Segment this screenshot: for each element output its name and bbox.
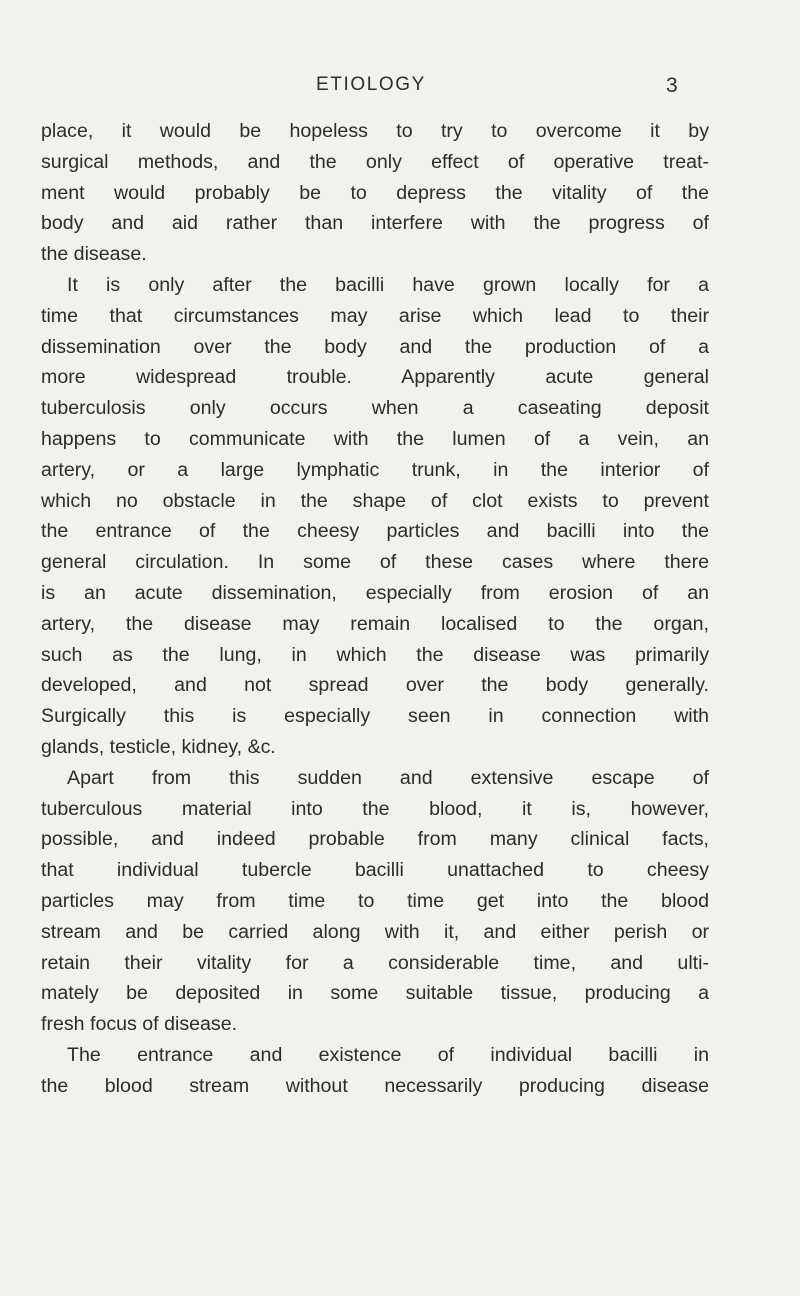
running-head-title: ETIOLOGY: [316, 74, 426, 95]
text-line: body and aid rather than interfere with the progress of: [41, 212, 709, 235]
text-line: surgical methods, and the only effect of operative treat-: [41, 150, 709, 173]
page-number: 3: [666, 74, 678, 97]
text-line: ment would probably be to depress the vitality of the: [41, 181, 709, 204]
text-line: which no obstacle in the shape of clot exists to prevent: [41, 489, 709, 512]
text-line: time that circumstances may arise which lead to their: [41, 304, 709, 327]
text-line: such as the lung, in which the disease was primarily: [41, 643, 709, 666]
text-line: tuberculous material into the blood, it is, however,: [41, 797, 709, 820]
text-line: The entrance and existence of individual bacilli in: [67, 1043, 709, 1066]
text-line: particles may from time to time get into the blood: [41, 889, 709, 912]
text-line: mately be deposited in some suitable tissue, producing a: [41, 982, 709, 1005]
text-line: Apart from this sudden and extensive escape of: [67, 766, 709, 789]
text-line: It is only after the bacilli have grown locally for a: [67, 273, 709, 296]
text-line: glands, testicle, kidney, &c.: [41, 735, 276, 758]
text-line: the blood stream without necessarily producing disease: [41, 1074, 709, 1097]
text-line: place, it would be hopeless to try to overcome it by: [41, 120, 709, 142]
text-line: fresh focus of disease.: [41, 1013, 238, 1036]
text-line: stream and be carried along with it, and either perish or: [41, 920, 709, 943]
text-line: Surgically this is especially seen in connection with: [41, 705, 709, 728]
text-line: happens to communicate with the lumen of a vein, an: [41, 427, 709, 450]
body-text: [41, 116, 709, 1102]
text-line: artery, or a large lymphatic trunk, in the interior of: [41, 458, 709, 481]
text-line: the disease.: [41, 243, 147, 266]
text-line: artery, the disease may remain localised to the organ,: [41, 612, 709, 635]
text-line: possible, and indeed probable from many clinical facts,: [41, 828, 709, 851]
text-line: that individual tubercle bacilli unattached to cheesy: [41, 859, 709, 882]
text-line: more widespread trouble. Apparently acute general: [41, 366, 709, 389]
text-line: developed, and not spread over the body generally.: [41, 674, 709, 697]
text-line: is an acute dissemination, especially from erosion of an: [41, 581, 709, 604]
text-line: tuberculosis only occurs when a caseating deposit: [41, 397, 709, 420]
text-line: retain their vitality for a considerable time, and ulti-: [41, 951, 709, 974]
text-line: the entrance of the cheesy particles and bacilli into the: [41, 520, 709, 543]
text-line: dissemination over the body and the production of a: [41, 335, 709, 358]
text-line: general circulation. In some of these cases where there: [41, 551, 709, 574]
